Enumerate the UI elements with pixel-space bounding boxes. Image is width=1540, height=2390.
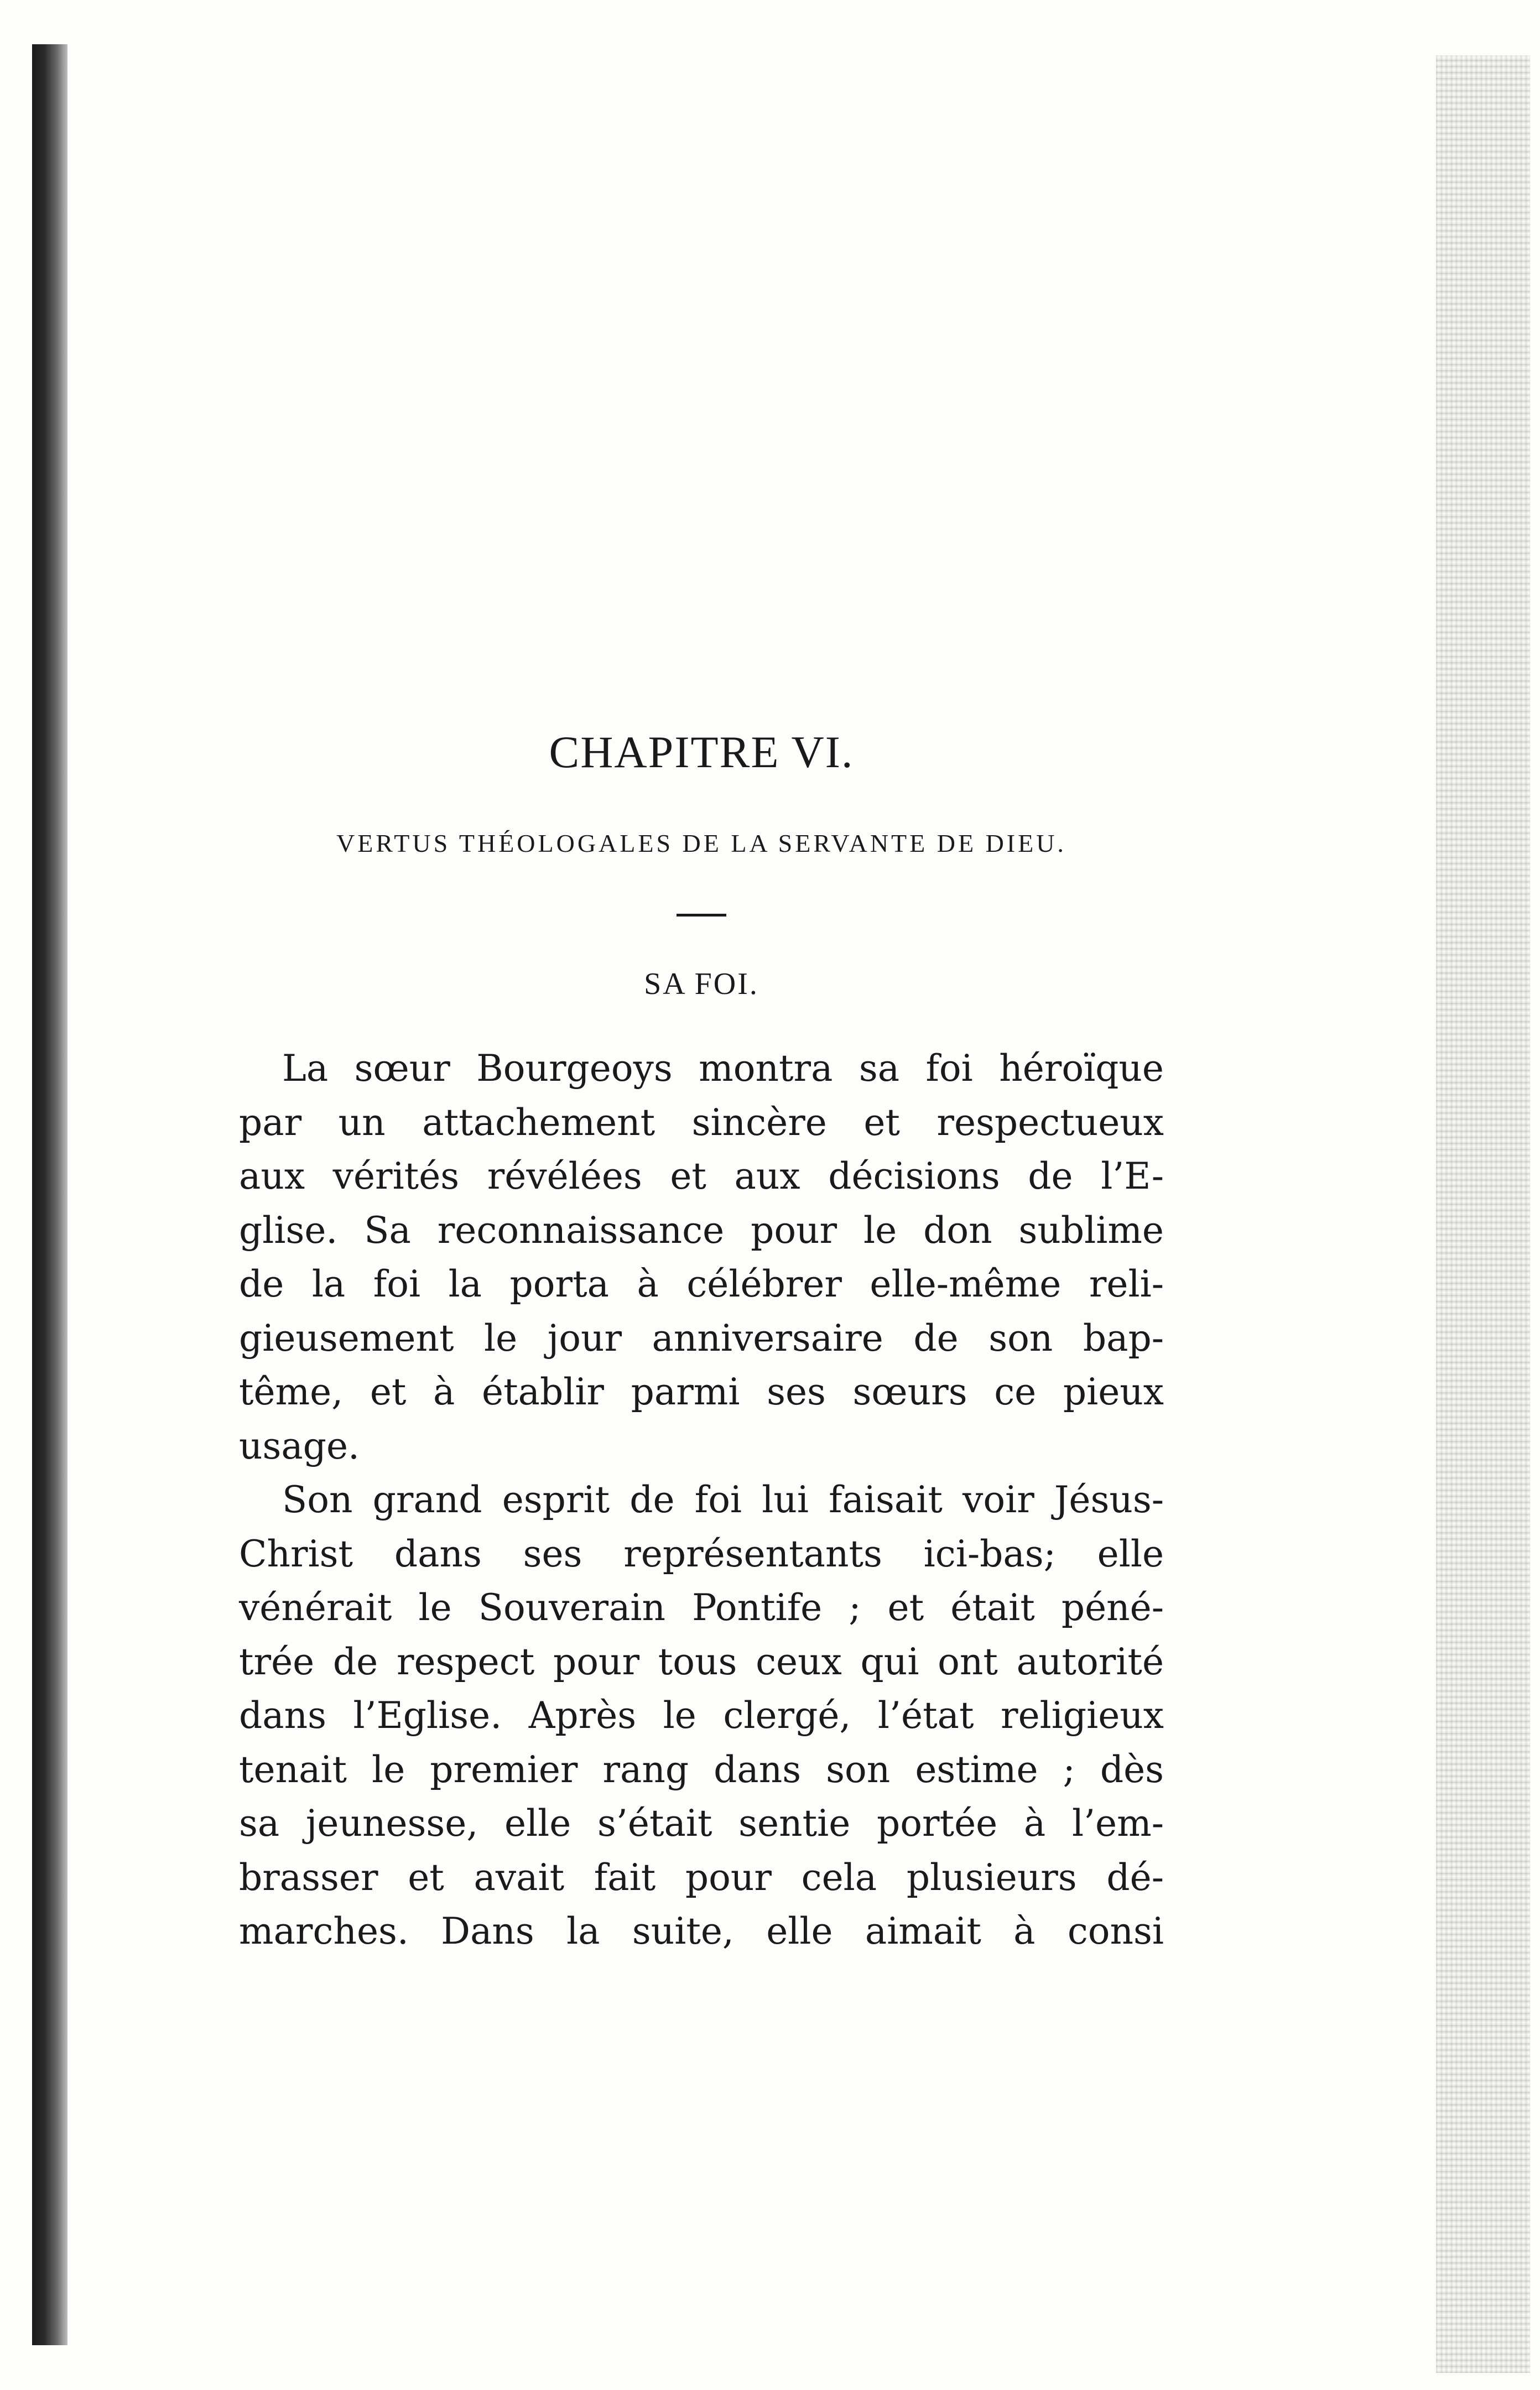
- text-line: dans l’Eglise. Après le clergé, l’état religieux: [239, 1694, 1164, 1737]
- chapter-title: CHAPITRE VI.: [549, 727, 854, 777]
- page-edge-noise: [1436, 55, 1530, 2373]
- paragraph-1: [239, 1042, 1164, 1473]
- text-line: tême, et à établir parmi ses sœurs ce pieux: [239, 1371, 1164, 1413]
- paragraph-2: [239, 1473, 1164, 1959]
- page-text: [239, 719, 1164, 1959]
- text-line: gieusement le jour anniversaire de son bap-: [239, 1316, 1164, 1360]
- text-line: La sœur Bourgeoys montra sa foi héroïque: [282, 1047, 1164, 1090]
- text-line: aux vérités révélées et aux décisions de l’E-: [239, 1155, 1164, 1197]
- section-title: SA FOI.: [644, 967, 759, 1001]
- text-line: Son grand esprit de foi lui faisait voir Jésus-: [282, 1478, 1164, 1521]
- text-line: de la foi la porta à célébrer elle-même reli-: [239, 1263, 1164, 1305]
- section-separator: [677, 914, 726, 917]
- text-line: marches. Dans la suite, elle aimait à consi: [239, 1910, 1164, 1952]
- chapter-subtitle: VERTUS THÉOLOGALES DE LA SERVANTE DE DIEU.: [336, 829, 1066, 857]
- text-line: glise. Sa reconnaissance pour le don sublime: [239, 1209, 1164, 1252]
- text-line: Christ dans ses représentants ici-bas; elle: [239, 1532, 1164, 1575]
- text-line: brasser et avait fait pour cela plusieurs dé-: [239, 1856, 1164, 1899]
- text-line: usage.: [239, 1424, 360, 1467]
- text-line: par un attachement sincère et respectueux: [239, 1101, 1164, 1144]
- text-line: vénérait le Souverain Pontife ; et était péné-: [239, 1586, 1164, 1629]
- page-binding-shadow: [32, 44, 67, 2345]
- text-line: trée de respect pour tous ceux qui ont autorité: [239, 1640, 1164, 1683]
- text-line: sa jeunesse, elle s’était sentie portée à l’em-: [239, 1802, 1164, 1845]
- text-line: tenait le premier rang dans son estime ; dès: [239, 1748, 1164, 1791]
